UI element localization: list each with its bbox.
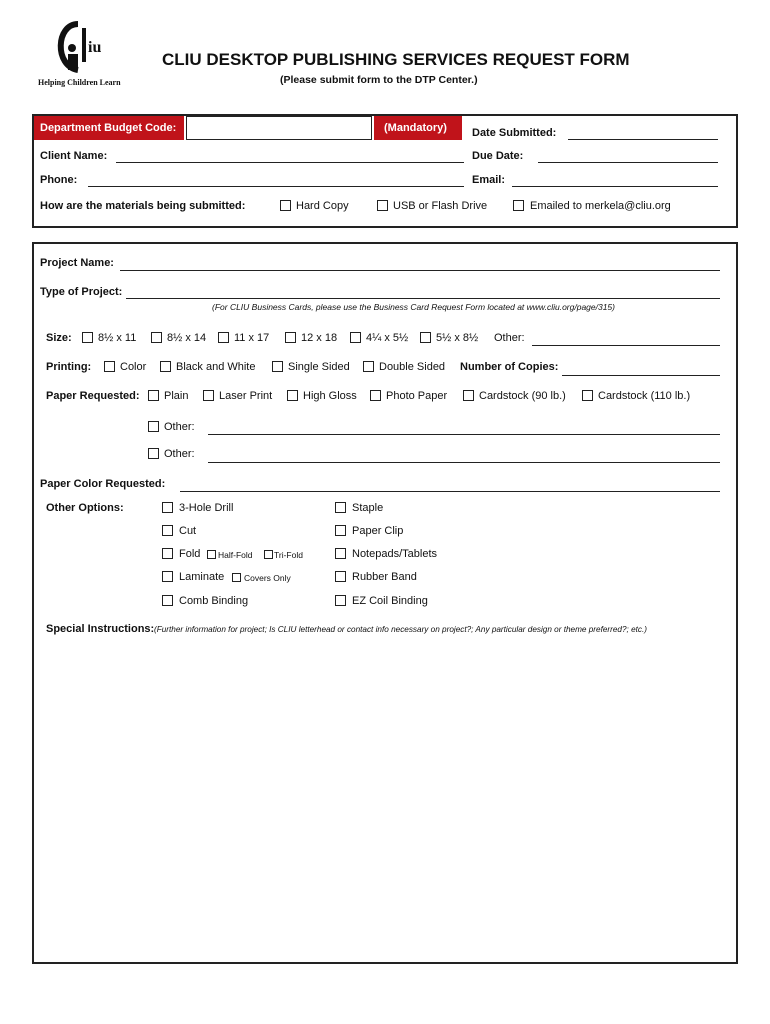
three-hole-drill-checkbox[interactable] — [162, 502, 173, 513]
budget-code-label: Department Budget Code: — [34, 116, 184, 140]
size-12x18-label: 12 x 18 — [301, 332, 338, 344]
special-instructions-area[interactable] — [40, 642, 730, 956]
black-white-checkbox[interactable] — [160, 361, 171, 372]
budget-code-field[interactable] — [186, 116, 372, 140]
covers-only-checkbox[interactable] — [232, 573, 241, 582]
paper-color-label: Paper Color Requested: — [40, 478, 166, 490]
color-label: Color — [120, 361, 147, 373]
paper-other-1-checkbox[interactable] — [148, 421, 159, 432]
paper-other-2-label: Other: — [164, 448, 195, 460]
ez-coil-checkbox[interactable] — [335, 595, 346, 606]
high-gloss-label: High Gloss — [303, 390, 357, 402]
laminate-label: Laminate — [179, 571, 225, 583]
other-options-label: Other Options: — [46, 502, 124, 514]
printing-label: Printing: — [46, 361, 92, 373]
double-sided-checkbox[interactable] — [363, 361, 374, 372]
size-8x14-label: 8½ x 14 — [167, 332, 207, 344]
hard-copy-label: Hard Copy — [296, 200, 349, 212]
plain-checkbox[interactable] — [148, 390, 159, 401]
notepads-checkbox[interactable] — [335, 548, 346, 559]
laser-print-checkbox[interactable] — [203, 390, 214, 401]
laser-print-label: Laser Print — [219, 390, 273, 402]
single-sided-checkbox[interactable] — [272, 361, 283, 372]
cut-checkbox[interactable] — [162, 525, 173, 536]
size-other-label: Other: — [494, 332, 525, 344]
photo-paper-label: Photo Paper — [386, 390, 448, 402]
cut-label: Cut — [179, 525, 197, 537]
date-submitted-field[interactable] — [568, 139, 718, 140]
size-8x11-checkbox[interactable] — [82, 332, 93, 343]
fold-label: Fold — [179, 548, 201, 560]
size-11x17-checkbox[interactable] — [218, 332, 229, 343]
rubber-band-label: Rubber Band — [352, 571, 417, 583]
notepads-label: Notepads/Tablets — [352, 548, 437, 560]
high-gloss-checkbox[interactable] — [287, 390, 298, 401]
date-submitted-label: Date Submitted: — [472, 127, 557, 139]
client-name-label: Client Name: — [40, 150, 108, 162]
size-8x11-label: 8½ x 11 — [98, 332, 137, 344]
emailed-checkbox[interactable] — [513, 200, 524, 211]
size-4x5-label: 4¼ x 5½ — [366, 332, 409, 344]
paper-other-1-field[interactable] — [208, 434, 720, 435]
phone-label: Phone: — [40, 174, 78, 186]
color-checkbox[interactable] — [104, 361, 115, 372]
size-other-field[interactable] — [532, 345, 720, 346]
half-fold-label: Half-Fold — [218, 550, 253, 560]
cardstock-90-checkbox[interactable] — [463, 390, 474, 401]
staple-label: Staple — [352, 502, 384, 514]
comb-binding-checkbox[interactable] — [162, 595, 173, 606]
three-hole-drill-label: 3-Hole Drill — [179, 502, 234, 514]
size-5x8-checkbox[interactable] — [420, 332, 431, 343]
logo-graphic-icon — [38, 18, 130, 78]
phone-field[interactable] — [88, 186, 464, 187]
paper-clip-label: Paper Clip — [352, 525, 404, 537]
usb-label: USB or Flash Drive — [393, 200, 488, 212]
page-title: CLIU DESKTOP PUBLISHING SERVICES REQUEST FORM — [162, 50, 630, 69]
photo-paper-checkbox[interactable] — [370, 390, 381, 401]
laminate-checkbox[interactable] — [162, 571, 173, 582]
email-label: Email: — [472, 174, 506, 186]
project-name-label: Project Name: — [40, 257, 114, 269]
comb-binding-label: Comb Binding — [179, 595, 249, 607]
due-date-label: Due Date: — [472, 150, 524, 162]
copies-label: Number of Copies: — [460, 361, 559, 373]
logo-tagline: Helping Children Learn — [38, 78, 121, 87]
size-8x14-checkbox[interactable] — [151, 332, 162, 343]
submission-label: How are the materials being submitted: — [40, 200, 246, 212]
special-instructions-note: (Further information for project; Is CLIU letterhead or contact info necessary on project?; Any particular design or theme preferred?; etc.) — [154, 625, 647, 634]
svg-text:iu: iu — [88, 39, 102, 56]
paper-label: Paper Requested: — [46, 390, 140, 402]
paper-other-2-field[interactable] — [208, 462, 720, 463]
size-4x5-checkbox[interactable] — [350, 332, 361, 343]
paper-clip-checkbox[interactable] — [335, 525, 346, 536]
plain-label: Plain — [164, 390, 189, 402]
due-date-field[interactable] — [538, 162, 718, 163]
size-label: Size: — [46, 332, 72, 344]
mandatory-badge: (Mandatory) — [374, 116, 462, 140]
single-sided-label: Single Sided — [288, 361, 350, 373]
business-card-note: (For CLIU Business Cards, please use the Business Card Request Form located at www.cliu.org/page/315) — [212, 302, 615, 312]
tri-fold-checkbox[interactable] — [264, 550, 273, 559]
cardstock-90-label: Cardstock (90 lb.) — [479, 390, 566, 402]
emailed-label: Emailed to merkela@cliu.org — [530, 200, 671, 212]
rubber-band-checkbox[interactable] — [335, 571, 346, 582]
paper-color-field[interactable] — [180, 491, 720, 492]
black-white-label: Black and White — [176, 361, 256, 373]
cardstock-110-label: Cardstock (110 lb.) — [598, 390, 691, 402]
cardstock-110-checkbox[interactable] — [582, 390, 593, 401]
paper-other-2-checkbox[interactable] — [148, 448, 159, 459]
double-sided-label: Double Sided — [379, 361, 446, 373]
project-name-field[interactable] — [120, 270, 720, 271]
fold-checkbox[interactable] — [162, 548, 173, 559]
email-field[interactable] — [512, 186, 718, 187]
covers-only-label: Covers Only — [244, 573, 291, 583]
client-name-field[interactable] — [116, 162, 464, 163]
size-5x8-label: 5½ x 8½ — [436, 332, 479, 344]
special-instructions-label: Special Instructions: — [46, 623, 155, 635]
size-11x17-label: 11 x 17 — [234, 332, 270, 344]
paper-other-1-label: Other: — [164, 421, 195, 433]
page-subtitle: (Please submit form to the DTP Center.) — [280, 74, 478, 86]
usb-checkbox[interactable] — [377, 200, 388, 211]
project-type-field[interactable] — [126, 298, 720, 299]
project-type-label: Type of Project: — [40, 286, 123, 298]
tri-fold-label: Tri-Fold — [274, 550, 303, 560]
size-12x18-checkbox[interactable] — [285, 332, 296, 343]
staple-checkbox[interactable] — [335, 502, 346, 513]
hard-copy-checkbox[interactable] — [280, 200, 291, 211]
copies-field[interactable] — [562, 375, 720, 376]
half-fold-checkbox[interactable] — [207, 550, 216, 559]
cliu-logo — [38, 18, 130, 90]
ez-coil-label: EZ Coil Binding — [352, 595, 428, 607]
